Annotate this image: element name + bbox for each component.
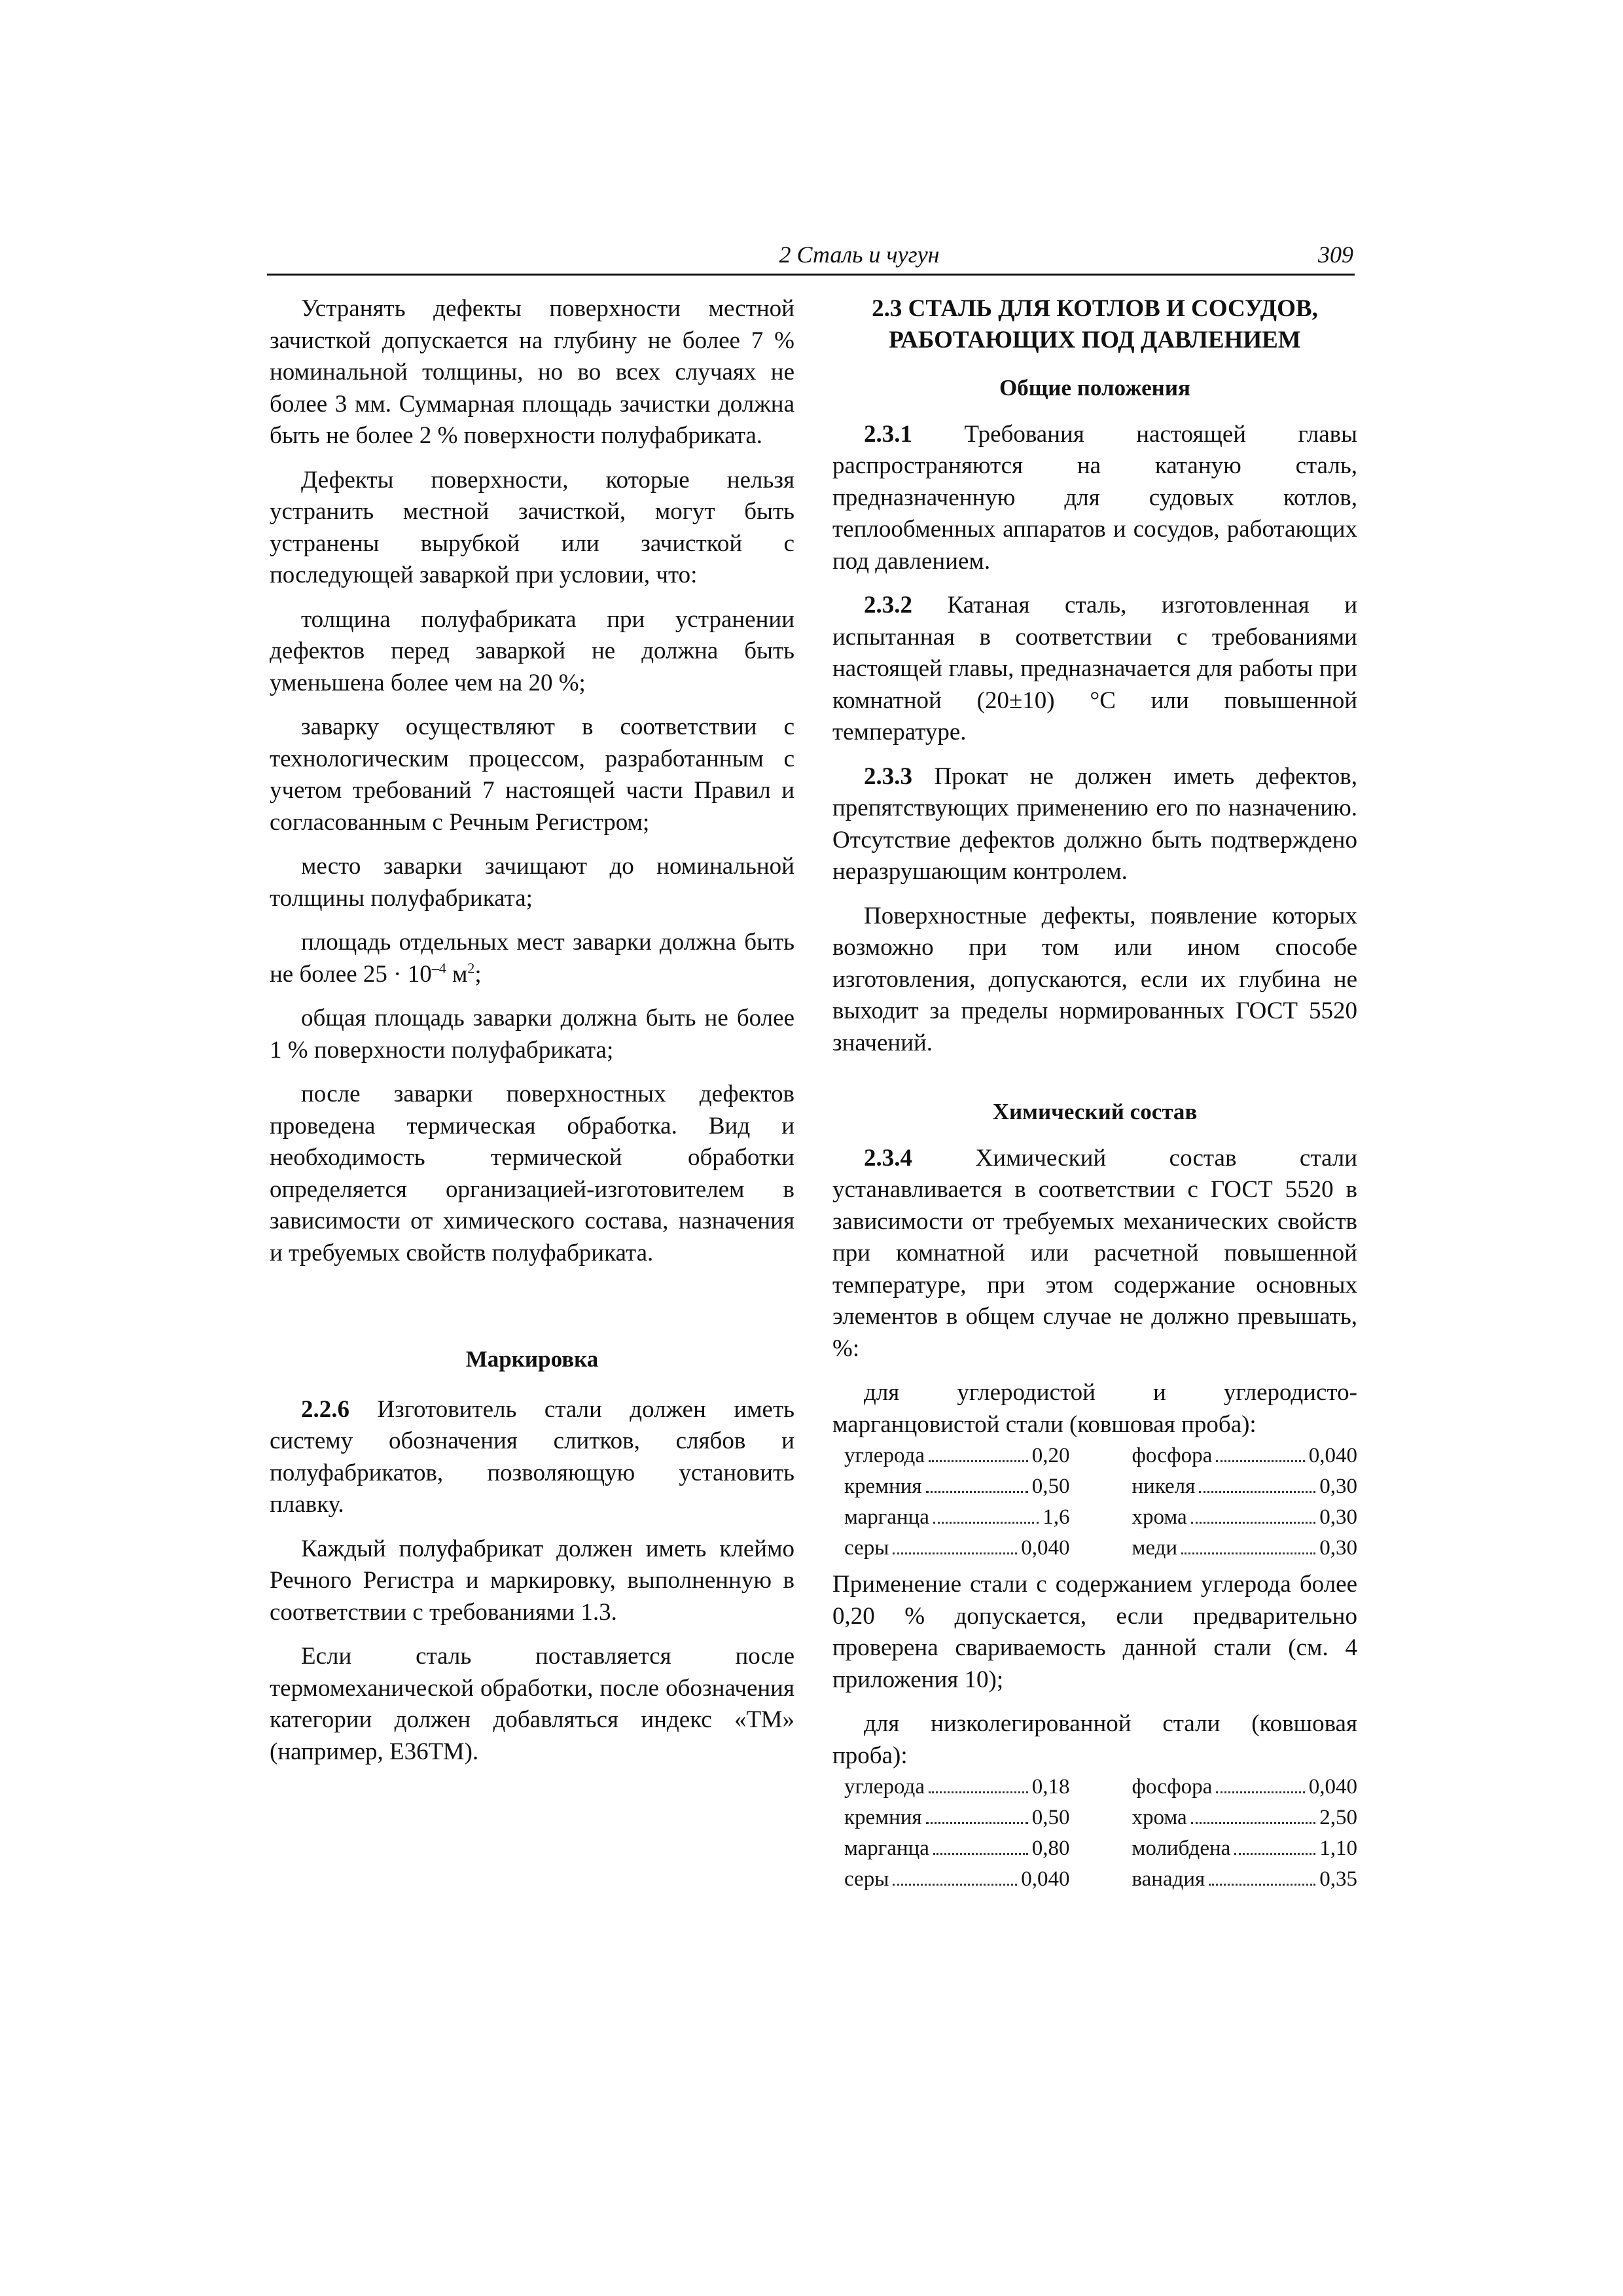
element-limit [1132, 1502, 1358, 1533]
element-name: хрома [1132, 1806, 1187, 1829]
element-name: кремния [844, 1806, 922, 1829]
dot-leader [933, 1853, 1028, 1855]
list-item: общая площадь заварки должна быть не более 1 % поверхности полуфабриката; [270, 1005, 794, 1064]
subheading-chemical: Химический состав [992, 1099, 1198, 1124]
exponent: –4 [431, 960, 446, 977]
clause-2-3-1 [832, 419, 1357, 578]
element-limit [1132, 1471, 1358, 1502]
element-name: марганца [844, 1505, 929, 1529]
list-item-text: площадь отдельных мест заварки должна быть не более 25 · 10 [270, 929, 794, 988]
element-limit [844, 1833, 1070, 1864]
element-limit [844, 1803, 1070, 1833]
element-list-carbon [832, 1441, 1357, 1564]
element-value: 0,30 [1319, 1475, 1357, 1498]
list-item: после заварки поверхностных дефектов проведена термическая обработка. Вид и необходимость термической обработки определяется организацией-изготовителем в зависимости от химического состава, назначения и требуемых свойств полуфабриката. [270, 1081, 794, 1266]
dot-leader [1216, 1460, 1304, 1462]
element-name: ванадия [1132, 1867, 1205, 1891]
paragraph: Устранять дефекты поверхности местной зачисткой допускается на глубину не более 7 % номинальной толщины, но во всех случаях не более 3 мм. Суммарная площадь зачистки должна быть не более 2 % поверхности полуфабриката. [270, 295, 794, 449]
element-name: меди [1132, 1536, 1178, 1560]
unit: м [446, 960, 468, 988]
element-value: 0,20 [1031, 1444, 1070, 1467]
element-limit [844, 1864, 1070, 1895]
element-value: 0,040 [1021, 1867, 1070, 1891]
list-item: место заварки зачищают до номинальной толщины полуфабриката; [270, 853, 794, 912]
dot-leader [893, 1884, 1017, 1886]
dot-leader [1191, 1522, 1316, 1524]
dot-leader [1199, 1491, 1315, 1493]
element-value: 0,80 [1031, 1837, 1070, 1860]
element-name: фосфора [1132, 1775, 1213, 1799]
element-limit [844, 1533, 1070, 1564]
clause-2-3-2 [832, 590, 1357, 749]
element-value: 0,040 [1021, 1536, 1070, 1560]
dot-leader [933, 1522, 1039, 1524]
element-value: 1,10 [1319, 1837, 1357, 1860]
paragraph: для углеродистой и углеродисто-марганцовистой стали (ковшовая проба): [832, 1379, 1357, 1438]
clause-text: Катаная сталь, изготовленная и испытанная в соответствии с требованиями настоящей главы, предназначается для работы при комнатной (20±10) °С или повышенной температуре. [832, 592, 1357, 745]
dot-leader [1234, 1853, 1315, 1855]
dot-leader [1181, 1552, 1315, 1554]
dot-leader [929, 1460, 1028, 1462]
element-name: серы [844, 1536, 889, 1560]
paragraph: Если сталь поставляется после термомеханической обработки, после обозначения категории должен добавляться индекс «ТМ» (например, Е36ТМ). [270, 1643, 794, 1765]
paragraph: Поверхностные дефекты, появление которых возможно при том или ином способе изготовления, допускаются, если их глубина не выходит за пределы нормированных ГОСТ 5520 значений. [832, 902, 1357, 1056]
paragraph: Каждый полуфабрикат должен иметь клеймо Речного Регистра и маркировку, выполненную в соответствии с требованиями 1.3. [270, 1535, 794, 1626]
section-title-line: 2.3 СТАЛЬ ДЛЯ КОТЛОВ И СОСУДОВ, [872, 295, 1318, 322]
element-value: 0,30 [1319, 1505, 1357, 1529]
left-column [270, 293, 794, 1780]
element-value: 0,50 [1031, 1475, 1070, 1498]
element-limit [1132, 1803, 1358, 1833]
clause-text: Требования настоящей главы распространяются на катаную сталь, предназначенную для судовых котлов, теплообменных аппаратов и сосудов, работающих под давлением. [832, 420, 1357, 575]
clause-number: 2.2.6 [301, 1395, 349, 1423]
element-limit [844, 1441, 1070, 1471]
element-name: марганца [844, 1837, 929, 1860]
element-name: серы [844, 1867, 889, 1891]
clause-number: 2.3.1 [864, 420, 912, 448]
spacer [270, 1282, 794, 1344]
element-limit [1132, 1833, 1358, 1864]
list-item: толщина полуфабриката при устранении дефектов перед заваркой не должна быть уменьшена более чем на 20 %; [270, 605, 794, 696]
running-title: 2 Сталь и чугун [779, 242, 940, 268]
element-value: 0,30 [1319, 1536, 1357, 1560]
dot-leader [893, 1552, 1017, 1554]
element-value: 0,35 [1319, 1867, 1357, 1891]
dot-leader [929, 1791, 1028, 1793]
right-column [832, 293, 1357, 1900]
subheading-marking: Маркировка [465, 1346, 599, 1372]
clause-text: Химический состав стали устанавливается в соответствии с ГОСТ 5520 в зависимости от требуемых механических свойств при комнатной или расчетной повышенной температуре, при этом содержание основных элементов в общем случае не должно превышать, %: [832, 1144, 1357, 1362]
paragraph: Применение стали с содержанием углерода более 0,20 % допускается, если предварительно проверена свариваемость данной стали (см. 4 приложения 10); [832, 1571, 1357, 1693]
element-value: 0,18 [1031, 1775, 1070, 1799]
page-header [267, 236, 1355, 276]
exponent: 2 [467, 960, 475, 977]
clause-2-2-6 [270, 1394, 794, 1521]
punctuation: ; [474, 960, 482, 988]
element-value: 2,50 [1319, 1806, 1357, 1829]
element-name: углерода [844, 1444, 925, 1467]
spacer [832, 1071, 1357, 1096]
dot-leader [1209, 1884, 1315, 1886]
paragraph: для низколегированной стали (ковшовая проба): [832, 1710, 1357, 1769]
element-value: 1,6 [1043, 1505, 1070, 1529]
subheading-general: Общие положения [999, 375, 1190, 401]
element-value: 0,040 [1308, 1775, 1357, 1799]
clause-number: 2.3.4 [864, 1144, 912, 1172]
element-limit [1132, 1533, 1358, 1564]
element-limit [844, 1471, 1070, 1502]
dot-leader [1191, 1822, 1316, 1824]
section-title [832, 293, 1357, 356]
section-title-line: РАБОТАЮЩИХ ПОД ДАВЛЕНИЕМ [889, 327, 1301, 353]
page-number: 309 [1318, 242, 1353, 268]
dot-leader [926, 1491, 1028, 1493]
clause-text: Прокат не должен иметь дефектов, препятствующих применению его по назначению. Отсутствие дефектов должно быть подтверждено неразрушающим контролем. [832, 762, 1357, 885]
element-limit [844, 1772, 1070, 1803]
element-value: 0,50 [1031, 1806, 1070, 1829]
element-limit [1132, 1864, 1358, 1895]
clause-2-3-3 [832, 761, 1357, 888]
element-limit [1132, 1441, 1358, 1471]
paragraph: Дефекты поверхности, которые нельзя устранить местной зачисткой, могут быть устранены вырубкой или зачисткой с последующей заваркой при условии, что: [270, 466, 794, 588]
element-name: молибдена [1132, 1837, 1231, 1860]
element-name: углерода [844, 1775, 925, 1799]
element-name: хрома [1132, 1505, 1187, 1529]
clause-2-3-4 [832, 1143, 1357, 1365]
element-name: никеля [1132, 1475, 1196, 1498]
element-name: фосфора [1132, 1444, 1213, 1467]
element-name: кремния [844, 1475, 922, 1498]
dot-leader [1216, 1791, 1304, 1793]
element-value: 0,040 [1308, 1444, 1357, 1467]
element-limit [844, 1502, 1070, 1533]
element-limit [1132, 1772, 1358, 1803]
clause-text: Изготовитель стали должен иметь систему обозначения слитков, слябов и полуфабрикатов, позволяющую установить плавку. [270, 1395, 794, 1518]
element-list-lowalloy [832, 1772, 1357, 1895]
clause-number: 2.3.3 [864, 762, 912, 790]
list-item [270, 927, 794, 990]
list-item: заварку осуществляют в соответствии с технологическим процессом, разработанным с учетом требований 7 настоящей части Правил и согласованным с Речным Регистром; [270, 713, 794, 836]
dot-leader [926, 1822, 1028, 1824]
clause-number: 2.3.2 [864, 592, 912, 619]
